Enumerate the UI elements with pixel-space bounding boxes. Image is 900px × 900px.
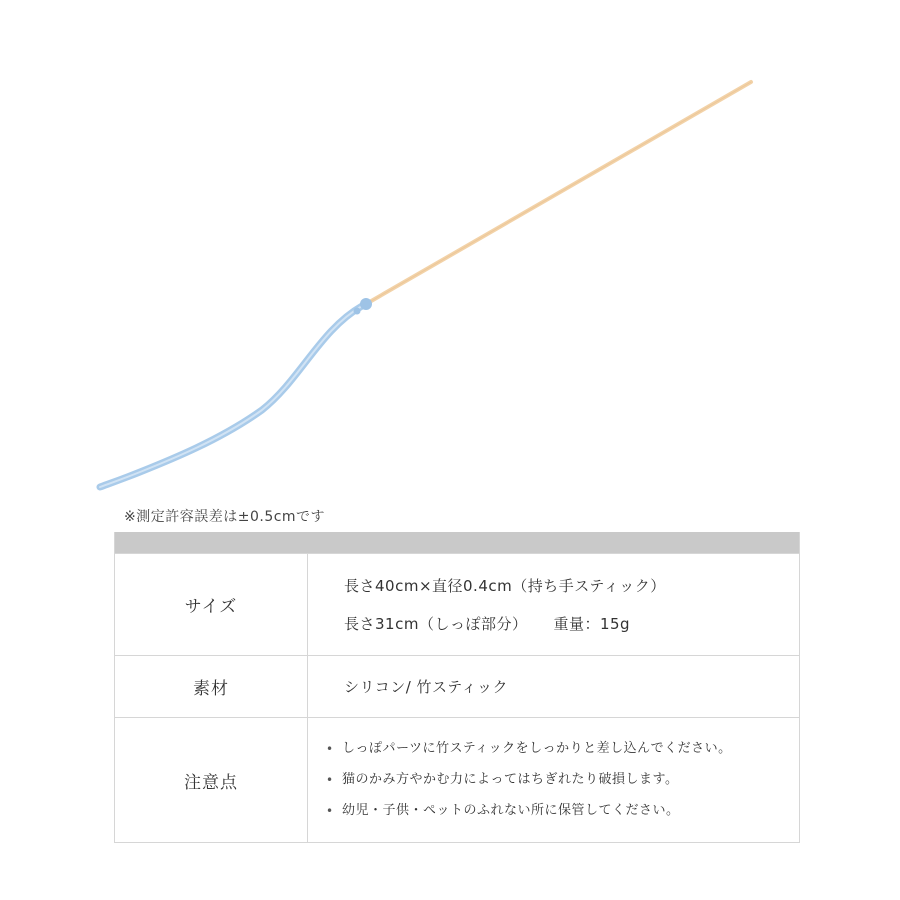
size-value bbox=[308, 554, 799, 655]
spec-row-size bbox=[115, 553, 799, 655]
material-label: 素材 bbox=[115, 656, 308, 717]
tail-dimensions-row bbox=[344, 615, 799, 633]
list-item: • しっぽパーツに竹スティックをしっかりと差し込んでください。 bbox=[326, 741, 732, 756]
handle-dimensions: 長さ40cm×直径0.4cm（持ち手スティック） bbox=[344, 576, 666, 595]
cautions-label: 注意点 bbox=[115, 718, 308, 842]
bullet-icon: • bbox=[326, 804, 334, 818]
silicone-tail bbox=[100, 306, 362, 487]
cautions-value bbox=[308, 718, 799, 842]
tail-length: 長さ31cm（しっぽ部分） bbox=[344, 614, 528, 633]
spec-table bbox=[114, 532, 800, 843]
tail-bead bbox=[360, 298, 372, 310]
size-label: サイズ bbox=[115, 554, 308, 655]
table-header-bar bbox=[115, 532, 799, 553]
weight: 重量：15g bbox=[553, 614, 631, 633]
list-item: • 猫のかみ方やかむ力によってはちぎれたり破損します。 bbox=[326, 772, 679, 787]
spec-row-material bbox=[115, 655, 799, 717]
bullet-icon: • bbox=[326, 773, 334, 787]
bullet-icon: • bbox=[326, 742, 334, 756]
cautions-list bbox=[326, 741, 799, 819]
list-item: • 幼児・子供・ペットのふれない所に保管してください。 bbox=[326, 803, 680, 818]
material-value: シリコン/ 竹スティック bbox=[344, 678, 509, 696]
spec-row-cautions bbox=[115, 717, 799, 842]
measurement-tolerance-note: ※測定許容誤差は±0.5cmです bbox=[124, 509, 326, 525]
